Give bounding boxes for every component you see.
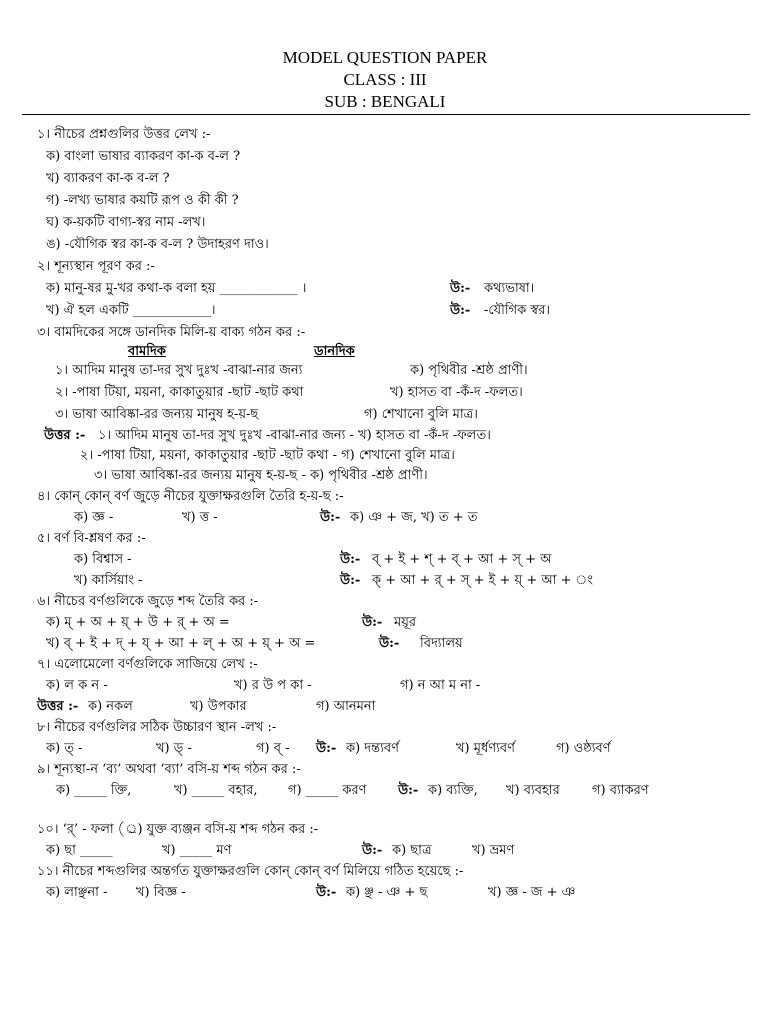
q8-heading: ৮। নীচের বর্ণগুলির সঠিক উচ্চারণ স্থান -লখ :- (37, 720, 277, 735)
q1-item: খ) ব্যাকরণ কা-ক ব-ল ? (46, 171, 170, 186)
paper-subject: SUB : BENGALI (324, 92, 446, 111)
q5-answer: ক্ + আ + র্ + স্ + ই + য়্ + আ + ং (372, 573, 593, 588)
q6-answer: ময়ূর (394, 615, 417, 630)
q2-heading: ২। শূন্যস্থান পূরণ কর :- (37, 259, 155, 274)
q9-answer: খ) ব্যবহার (506, 783, 560, 798)
q9-item: খ) _____ বহার, (174, 783, 258, 798)
q5-answer: ব্ + ই + শ্ + ব্ + আ + স্ + অ (372, 552, 552, 567)
q11-answer: ক) ঞ্ছ - ঞ + ছ (346, 885, 428, 900)
q3-answer-label: উত্তর :- (44, 428, 86, 443)
q6-item: খ) ব্ + ই + দ্ + য্ + আ + ল্ + অ + য়্ + অ = (46, 636, 316, 651)
answer-label: উ:- (398, 783, 419, 798)
q10-answer: খ) ভ্রমণ (472, 843, 515, 858)
answer-label: উ:- (450, 303, 471, 318)
answer-label: উ:- (450, 281, 471, 296)
q2-question: খ) ঐ হল একটি ____________। (46, 303, 216, 318)
q7-answer: ক) নকল (88, 699, 133, 714)
q3-right-row: ক) পৃথিবীর -শ্রষ্ঠ প্রাণী। (410, 363, 528, 378)
q4-answer: ক) ঞ + জ, খ) ত + ত (350, 510, 478, 525)
q2-answer: -যৌগিক স্বর। (484, 303, 551, 318)
q1-item: ঘ) ক-য়কটি বাগ্য-স্বর নাম -লখ। (46, 215, 206, 230)
q11-answer: খ) জ্ঞ - জ + ঞ (488, 885, 576, 900)
q8-answer: খ) মূর্ধণ্যবর্ণ (456, 741, 515, 756)
q11-heading: ১১। নীচের শব্দগুলির অন্তর্গত যুক্তাক্ষরগুলি কোন্ কোন্ বর্ণ মিলিয়ে গঠিত হয়েছে :- (37, 864, 464, 879)
answer-label: উ:- (316, 885, 337, 900)
q6-item: ক) ম্ + অ + য়্ + উ + র্ + অ = (46, 615, 230, 630)
q5-item: ক) বিশ্বাস - (74, 552, 132, 567)
answer-label: উ:- (340, 552, 361, 567)
answer-label: উ:- (320, 510, 341, 525)
q1-heading: ১। নীচের প্রশ্নগুলির উত্তর লেখ :- (37, 127, 211, 142)
answer-label: উ:- (379, 636, 400, 651)
q3-right-row: গ) শেখানো বুলি মাত্র। (364, 407, 478, 422)
q1-item: ক) বাংলা ভাষার ব্যাকরণ কা-ক ব-ল ? (46, 149, 241, 164)
q3-right-header: ডানদিক (314, 344, 355, 359)
q8-answer: ক) দন্ত্যবর্ণ (346, 741, 399, 756)
q3-left-row: ২। -পাষা টিয়া, ময়না, কাকাতুয়ার -ছাট -ছাট কথা (55, 385, 304, 400)
answer-label: উ:- (316, 741, 337, 756)
q5-item: খ) কার্সিয়াং - (74, 573, 143, 588)
q7-heading: ৭। এলোমেলো বর্ণগুলিকে সাজিয়ে লেখ :- (37, 657, 258, 672)
header-divider (22, 114, 750, 115)
q3-left-row: ১। আদিম মানুষ তা-দর সুখ দুঃখ -বাঝা-নার জন্য (55, 363, 303, 378)
q2-answer: কথ্যভাষা। (484, 281, 535, 296)
answer-label: উ:- (362, 843, 383, 858)
q10-item: ক) ছা _____ (46, 843, 113, 858)
answer-label: উ:- (362, 615, 383, 630)
q9-answer: ক) ব্যক্তি, (428, 783, 478, 798)
q4-heading: ৪। কোন্ কোন্ বর্ণ জুড়ে নীচের যুক্তাক্ষরগুলি তৈরি হ-য়-ছ :- (37, 489, 344, 504)
q4-item: খ) ত্ত - (182, 510, 218, 525)
q3-answer: ৩। ভাষা আবিষ্কা-রর জন্যয় মানুষ হ-য়-ছ - ক) পৃথিবীর -শ্রষ্ঠ প্রাণী। (94, 468, 428, 483)
q10-item: খ) _____ মণ (162, 843, 232, 858)
q7-answer-label: উত্তর :- (37, 699, 79, 714)
q8-item: খ) ড্ - (156, 741, 192, 756)
q8-item: গ) ব্ - (256, 741, 290, 756)
q9-heading: ৯। শূন্যস্থা-ন ‘ব্য’ অথবা ‘ব্যা’ বসি-য় শব্দ গঠন কর :- (37, 762, 301, 777)
q8-item: ক) ত্ - (46, 741, 83, 756)
q2-question: ক) মানু-ষর মু-খর কথা-ক বলা হয় ____________ । (46, 281, 307, 296)
q7-answer: গ) আনমনা (316, 699, 376, 714)
q6-heading: ৬। নীচের বর্ণগুলিকে জুড়ে শব্দ তৈরি কর :- (37, 594, 259, 609)
q7-item: ক) ল ক ন - (46, 678, 108, 693)
q3-right-row: খ) হাসত বা -কঁ-দ -ফলত। (390, 385, 523, 400)
q1-item: ঙ) -যৌগিক স্বর কা-ক ব-ল ? উদাহরণ দাও। (46, 237, 269, 252)
q6-answer: বিদ্যালয় (420, 636, 463, 651)
q11-item: ক) লাঞ্ছনা - (46, 885, 108, 900)
answer-label: উ:- (340, 573, 361, 588)
q4-item: ক) জ্ঞ - (74, 510, 114, 525)
q1-item: গ) -লখ্য ভাষার কয়টি রূপ ও কী কী ? (46, 193, 239, 208)
q10-heading: ১০। ‘র্’ - ফলা (্র) যুক্ত ব্যঞ্জন বসি-য় শব্দ গঠন কর :- (37, 822, 319, 837)
q11-item: খ) বিজ্ঞ - (136, 885, 186, 900)
q5-heading: ৫। বর্ণ বি-শ্লষণ কর :- (37, 531, 146, 546)
q8-answer: গ) ওষ্ঠ্যবর্ণ (556, 741, 611, 756)
q3-left-row: ৩। ভাষা আবিষ্কা-রর জন্যয় মানুষ হ-য়-ছ (55, 407, 259, 422)
paper-title: MODEL QUESTION PAPER (282, 48, 488, 67)
q3-answer: ২। -পাষা টিয়া, ময়না, কাকাতুয়ার -ছাট -ছাট কথা - গ) শেখানো বুলি মাত্র। (80, 448, 455, 463)
paper-class: CLASS : III (343, 70, 427, 89)
q7-item: গ) ন আ ম না - (400, 678, 481, 693)
q3-answer: ১। আদিম মানুষ তা-দর সুখ দুঃখ -বাঝা-নার জন্য - খ) হাসত বা -কঁ-দ -ফলত। (98, 428, 491, 443)
q9-answer: গ) ব্যাকরণ (592, 783, 649, 798)
q7-answer: খ) উপকার (190, 699, 247, 714)
q9-item: গ) _____ করণ (288, 783, 367, 798)
q10-answer: ক) ছাত্র (392, 843, 432, 858)
q3-left-header: বামদিক (128, 344, 166, 359)
q7-item: খ) র উ প কা - (234, 678, 312, 693)
q9-item: ক) _____ ক্তি, (56, 783, 132, 798)
q3-heading: ৩। বামদিকের সঙ্গে ডানদিক মিলি-য় বাক্য গঠন কর :- (37, 325, 306, 340)
